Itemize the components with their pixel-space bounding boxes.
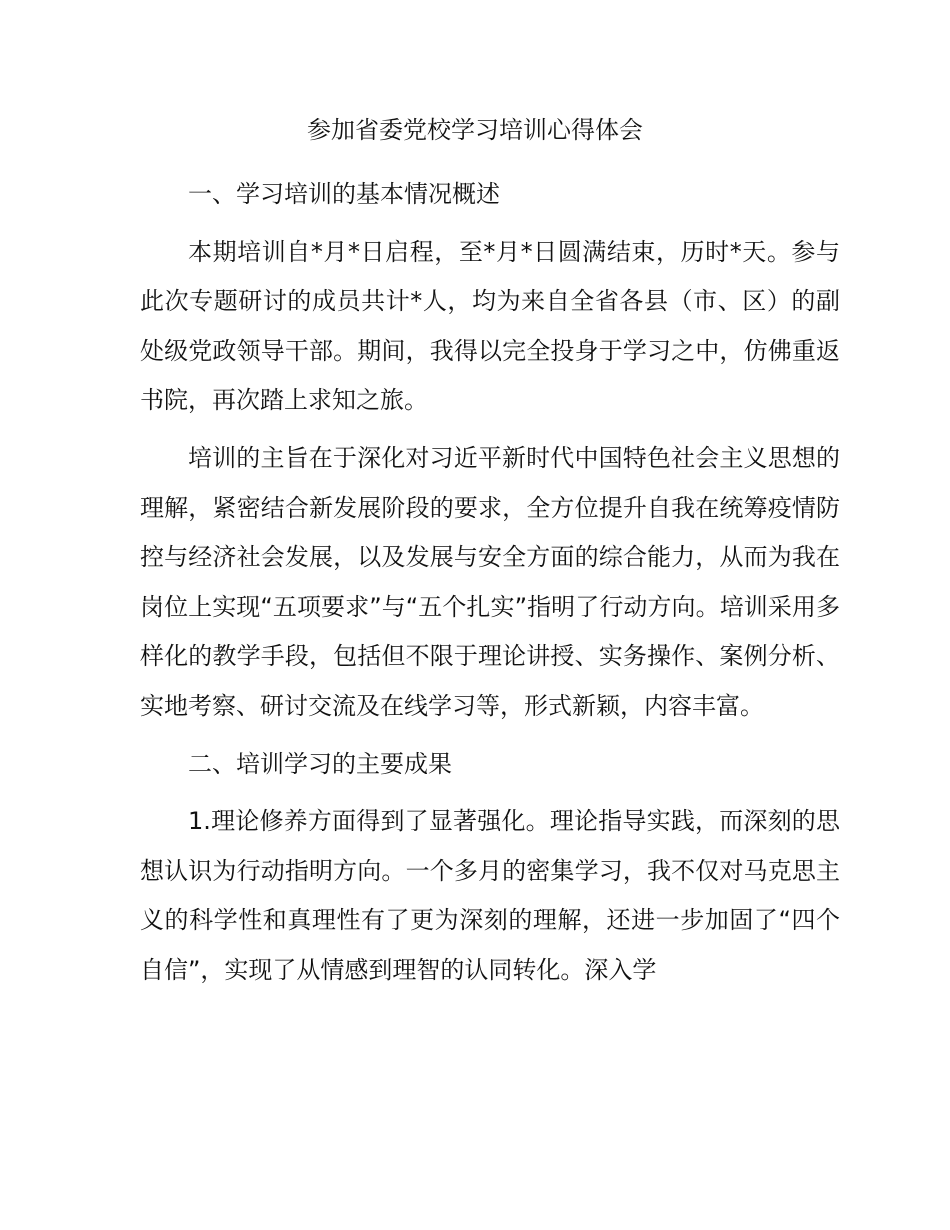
- document-title: 参加省委党校学习培训心得体会: [307, 116, 643, 144]
- section-heading-2: 二、培训学习的主要成果: [188, 749, 452, 778]
- document-body: [140, 170, 840, 996]
- paragraph: 1.理论修养方面得到了显著强化。理论指导实践，而深刻的思想认识为行动指明方向。一个多月的密集学习，我不仅对马克思主义的科学性和真理性有了更为深刻的理解，还进一步加固了“四个自信”，实现了从情感到理智的认同转化。深入学: [140, 807, 840, 984]
- paragraph: 培训的主旨在于深化对习近平新时代中国特色社会主义思想的理解，紧密结合新发展阶段的要求，全方位提升自我在统筹疫情防控与经济社会发展，以及发展与安全方面的综合能力，从而为我在岗位上实现“五项要求”与“五个扎实”指明了行动方向。培训采用多样化的教学手段，包括但不限于理论讲授、实务操作、案例分析、实地考察、研讨交流及在线学习等，形式新颖，内容丰富。: [140, 443, 840, 720]
- section-heading-1: 一、学习培训的基本情况概述: [188, 180, 500, 208]
- paragraph: 本期培训自*月*日启程，至*月*日圆满结束，历时*天。参与此次专题研讨的成员共计*人，均为来自全省各县（市、区）的副处级党政领导干部。期间，我得以完全投身于学习之中，仿佛重返书院，再次踏上求知之旅。: [140, 237, 840, 415]
